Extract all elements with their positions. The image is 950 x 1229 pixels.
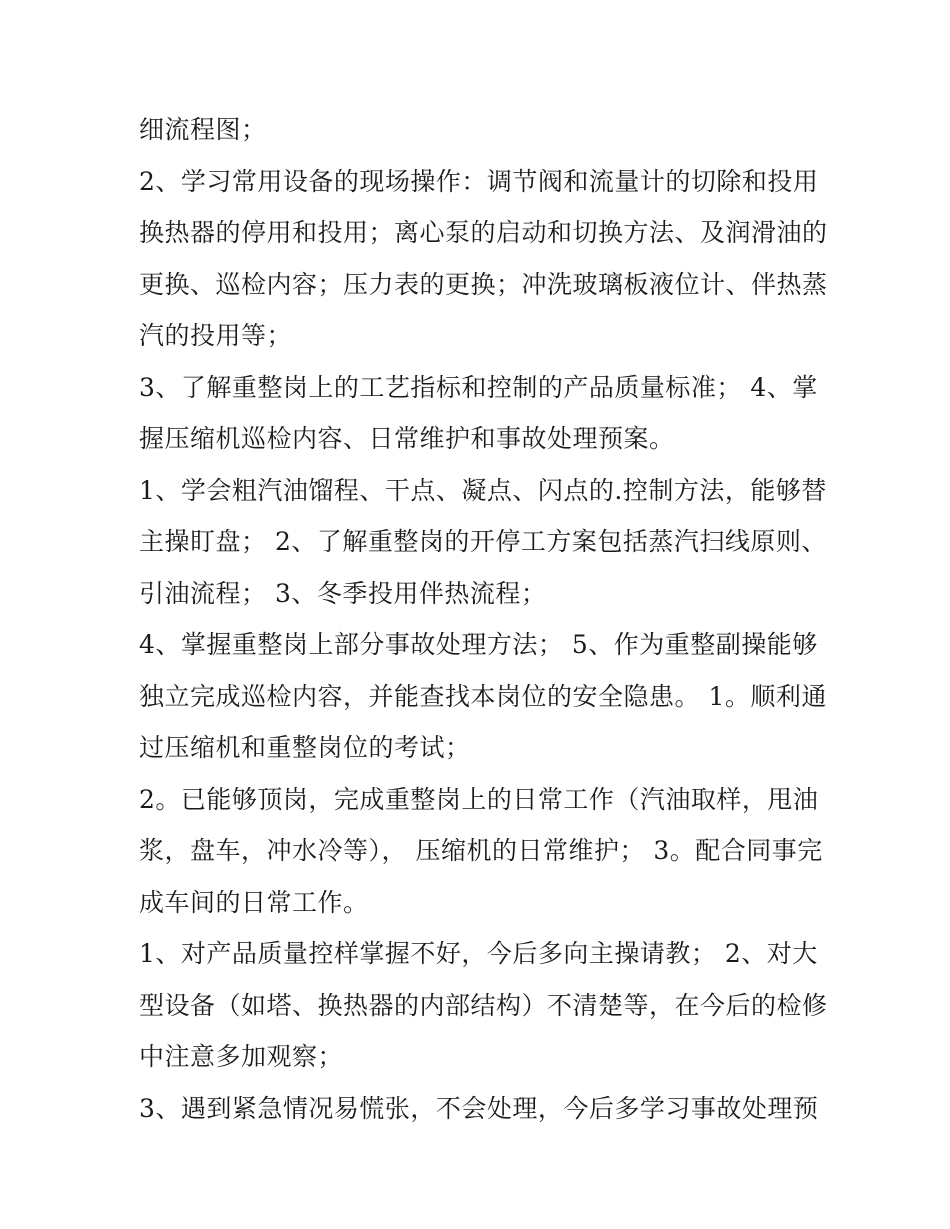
document-body: [139, 104, 839, 1134]
text-line: 1、学会粗汽油馏程、干点、凝点、闪点的.控制方法，能够替: [139, 475, 827, 505]
text-line: 型设备（如塔、换热器的内部结构）不清楚等，在今后的检修: [139, 990, 828, 1020]
text-line: 汽的投用等；: [139, 321, 293, 350]
text-line: 中注意多加观察；: [139, 1042, 344, 1071]
text-line: 独立完成巡检内容，并能查找本岗位的安全隐患。 1。顺利通: [139, 681, 827, 711]
text-line: 4、掌握重整岗上部分事故处理方法； 5、作为重整副操能够: [139, 630, 818, 659]
text-line: 2。已能够顶岗，完成重整岗上的日常工作（汽油取样，甩油: [139, 784, 819, 814]
text-line: 3、了解重整岗上的工艺指标和控制的产品质量标准； 4、掌: [139, 372, 818, 402]
text-line: 引油流程； 3、冬季投用伴热流程；: [139, 578, 547, 608]
text-line: 换热器的停用和投用；离心泵的启动和切换方法、及润滑油的: [139, 218, 828, 247]
text-line: 细流程图；: [139, 115, 267, 144]
text-line: 主操盯盘； 2、了解重整岗的开停工方案包括蒸汽扫线原则、: [139, 527, 827, 556]
text-line: 过压缩机和重整岗位的考试；: [139, 733, 471, 762]
text-line: 1、对产品质量控样掌握不好，今后多向主操请教； 2、对大: [139, 939, 818, 968]
text-line: 成车间的日常工作。: [139, 887, 369, 917]
text-line: 浆，盘车，冲水冷等）， 压缩机的日常维护； 3。配合同事完: [139, 836, 823, 865]
text-line: 2、学习常用设备的现场操作：调节阀和流量计的切除和投用: [139, 166, 819, 196]
text-line: 3、遇到紧急情况易慌张，不会处理，今后多学习事故处理预: [139, 1093, 819, 1123]
text-line: 更换、巡检内容；压力表的更换；冲洗玻璃板液位计、伴热蒸: [139, 269, 828, 299]
text-line: 握压缩机巡检内容、日常维护和事故处理预案。: [139, 424, 675, 453]
